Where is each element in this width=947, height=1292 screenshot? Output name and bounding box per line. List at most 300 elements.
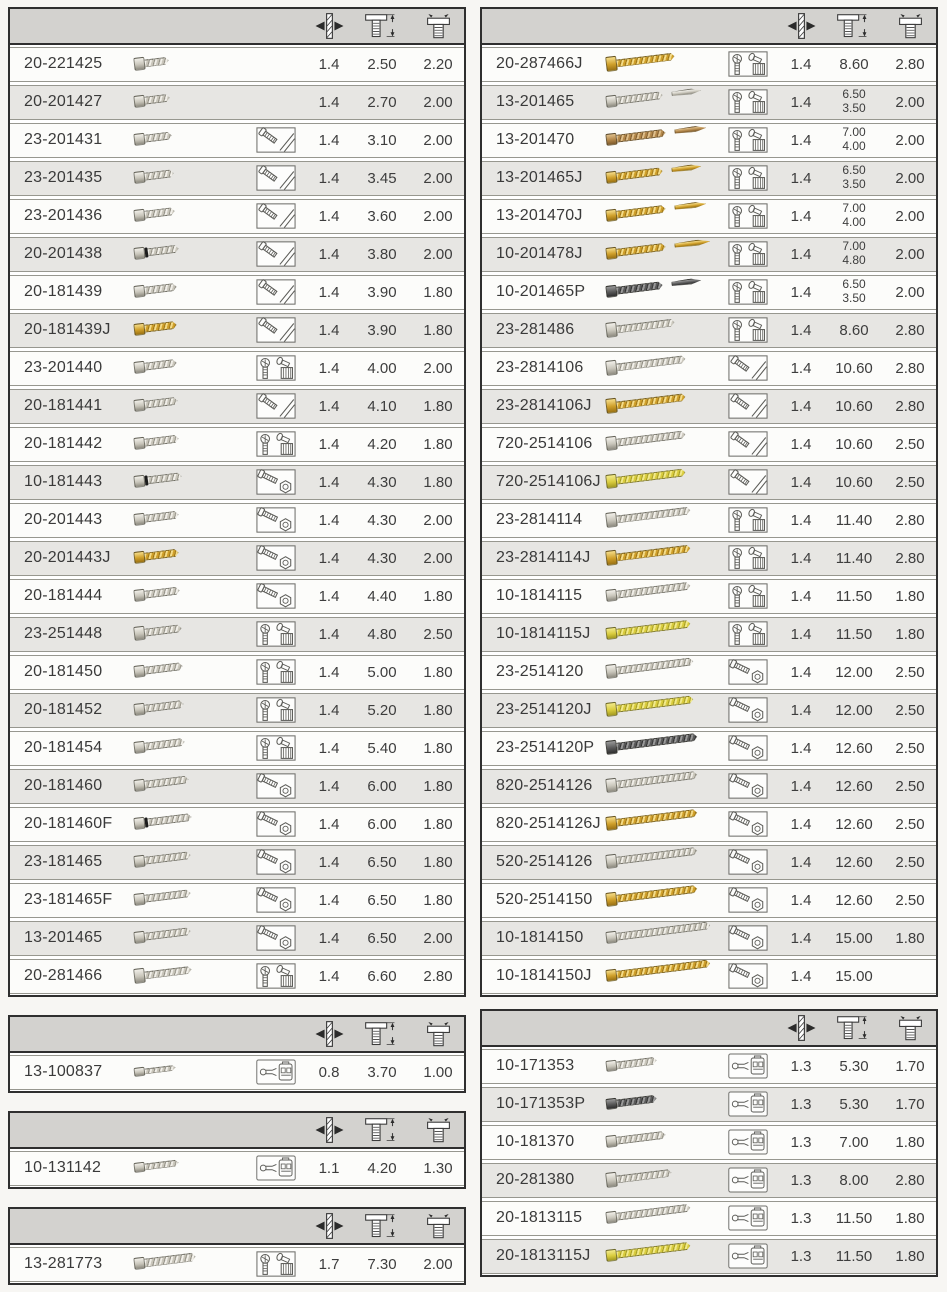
table-header <box>10 9 464 45</box>
screw-head <box>133 285 145 298</box>
mount-icon-cell <box>716 279 780 305</box>
screw-cell <box>596 779 716 793</box>
thread-diameter-value: 1.4 <box>790 891 812 909</box>
screw-cell <box>596 399 716 414</box>
length-value: 4.30 <box>367 473 397 491</box>
head-diameter-value: 1.80 <box>423 891 453 909</box>
screw-photo <box>605 427 686 451</box>
screw-cell <box>596 172 716 184</box>
total-length-icon <box>350 1116 414 1144</box>
screw-and-block-icon <box>728 127 768 153</box>
screw-shank <box>616 1204 690 1221</box>
screw-head <box>133 589 145 602</box>
head-diameter-value: 1.80 <box>423 739 453 757</box>
screw-photo <box>605 806 698 831</box>
screw-shank <box>145 1064 177 1074</box>
screw-cell <box>124 324 244 336</box>
screw-cell <box>124 58 244 71</box>
screw-and-block-icon <box>728 621 768 647</box>
screw-photo <box>605 160 702 184</box>
mount-icon-cell <box>244 165 308 191</box>
screw-photo <box>133 961 192 983</box>
screw-with-nut-icon <box>256 773 296 799</box>
thread-diameter-icon <box>308 1116 350 1144</box>
mount-icon-cell <box>244 1251 308 1277</box>
thread-diameter-value: 1.4 <box>790 625 812 643</box>
part-number: 23-181465F <box>24 891 113 908</box>
mount-icon-cell <box>244 127 308 153</box>
length-value: 4.30 <box>367 549 397 567</box>
pin-photo <box>671 87 702 97</box>
mount-icon-cell <box>716 1167 780 1193</box>
thread-diameter-value: 1.4 <box>790 473 812 491</box>
screw-and-block-icon <box>256 431 296 457</box>
table-right-main <box>480 7 938 997</box>
thread-diameter-value: 1.4 <box>790 777 812 795</box>
head-diameter-value: 2.50 <box>895 853 925 871</box>
length-value: 5.40 <box>367 739 397 757</box>
part-number: 20-201443 <box>24 511 103 528</box>
screw-head <box>605 740 618 755</box>
mount-icon-cell <box>244 887 308 913</box>
head-diameter-value: 2.00 <box>895 131 925 149</box>
screw-shank <box>616 430 685 446</box>
screw-with-nut-icon <box>728 659 768 685</box>
mount-icon-cell <box>716 203 780 229</box>
part-number: 820-2514126 <box>496 777 593 794</box>
head-diameter-icon <box>414 1020 462 1048</box>
mount-icon-cell <box>716 1091 780 1117</box>
mount-icon-cell <box>716 583 780 609</box>
part-number: 10-1814150 <box>496 929 584 946</box>
table-row <box>482 959 936 994</box>
head-diameter-value: 2.80 <box>895 549 925 567</box>
mount-icon-cell <box>716 1205 780 1231</box>
mount-icon-cell <box>244 279 308 305</box>
screw-photo <box>133 433 179 450</box>
head-diameter-value: 1.80 <box>895 1247 925 1265</box>
table-left-sub-2 <box>8 1111 466 1189</box>
screw-photo <box>133 281 177 298</box>
mount-icon-cell <box>716 925 780 951</box>
table-row <box>10 503 464 538</box>
head-diameter-value: 2.50 <box>423 625 453 643</box>
screw-head <box>605 969 617 982</box>
part-number: 23-2514120 <box>496 663 584 680</box>
screw-cell <box>124 1068 244 1077</box>
thread-diameter-value: 1.4 <box>318 701 340 719</box>
thread-diameter-value: 1.4 <box>318 967 340 985</box>
head-diameter-value: 2.00 <box>423 511 453 529</box>
mount-icon-cell <box>244 203 308 229</box>
screw-head <box>605 931 617 944</box>
thread-diameter-value: 1.4 <box>318 777 340 795</box>
pin-photo <box>674 125 706 135</box>
thread-diameter-value: 1.3 <box>790 1133 812 1151</box>
screw-cell <box>124 780 244 792</box>
length-upper-value: 6.50 <box>842 87 866 102</box>
thread-diameter-value: 1.4 <box>790 511 812 529</box>
length-value: 8.60 <box>839 55 869 73</box>
screw-shank <box>616 733 697 751</box>
table-row <box>10 389 464 424</box>
part-number: 13-201465J <box>496 169 583 186</box>
part-number: 10-171353 <box>496 1057 575 1074</box>
screw-photo <box>133 167 174 184</box>
screw-photo <box>605 1054 657 1071</box>
thread-diameter-value: 1.4 <box>790 549 812 567</box>
screw-and-block-icon <box>728 583 768 609</box>
thread-diameter-value: 1.3 <box>790 1171 812 1189</box>
screw-cell <box>596 855 716 869</box>
table-row <box>482 199 936 234</box>
length-value: 10.60 <box>835 435 873 453</box>
table-row <box>482 85 936 120</box>
screw-photo <box>133 849 191 868</box>
table-row <box>10 1247 464 1282</box>
part-number: 20-201427 <box>24 93 103 110</box>
hinge-icon <box>728 1167 768 1193</box>
thread-diameter-value: 1.4 <box>318 207 340 225</box>
screw-photo <box>133 773 189 792</box>
length-value: 6.00 <box>367 815 397 833</box>
length-value: 2.70 <box>367 93 397 111</box>
screw-photo <box>133 736 185 754</box>
mount-icon-cell <box>244 773 308 799</box>
screw-photo <box>133 621 182 641</box>
screw-and-block-icon <box>728 89 768 115</box>
screw-cell <box>124 210 244 222</box>
head-diameter-value: 2.50 <box>895 739 925 757</box>
screw-head <box>133 209 145 222</box>
length-value: 11.50 <box>835 625 873 643</box>
screw-photo <box>605 580 691 602</box>
head-diameter-value: 2.20 <box>423 55 453 73</box>
screw-photo <box>605 351 686 376</box>
table-row <box>10 579 464 614</box>
table-row <box>482 693 936 728</box>
part-number: 20-181454 <box>24 739 103 756</box>
part-number: 10-171353P <box>496 1095 586 1112</box>
screw-cell <box>596 210 716 222</box>
screw-photo <box>133 92 170 108</box>
screw-shank <box>616 392 685 408</box>
table-body <box>10 45 464 995</box>
screw-photo <box>605 274 702 298</box>
thread-diameter-value: 1.4 <box>790 701 812 719</box>
screw-with-nut-icon <box>256 469 296 495</box>
table-row <box>482 389 936 424</box>
screw-photo <box>133 205 175 222</box>
screw-cell <box>124 172 244 184</box>
screw-head <box>605 816 618 831</box>
thread-diameter-icon <box>308 12 350 40</box>
length-lower-value: 4.00 <box>842 215 866 229</box>
screw-photo <box>133 1250 196 1269</box>
thread-diameter-value: 1.4 <box>318 625 340 643</box>
screw-photo <box>605 730 698 755</box>
thread-diameter-value: 1.4 <box>318 473 340 491</box>
screw-into-rim-icon <box>256 165 296 191</box>
part-number: 20-1813115 <box>496 1209 583 1226</box>
screw-cell <box>596 665 716 679</box>
screw-head <box>133 893 145 906</box>
head-diameter-value: 1.80 <box>895 587 925 605</box>
pin-photo <box>671 277 702 287</box>
screw-and-block-icon <box>256 963 296 989</box>
part-number: 23-2814114 <box>496 511 583 528</box>
thread-diameter-value: 1.4 <box>318 739 340 757</box>
head-diameter-icon <box>414 12 462 40</box>
screw-photo <box>605 314 675 337</box>
length-value: 3.90 <box>367 283 397 301</box>
screw-and-block-icon <box>728 279 768 305</box>
screw-head <box>605 171 617 184</box>
screw-shank <box>616 582 690 599</box>
thread-diameter-value: 1.4 <box>790 929 812 947</box>
head-diameter-value: 1.80 <box>423 777 453 795</box>
length-value: 12.60 <box>835 815 873 833</box>
head-diameter-value: 1.30 <box>423 1159 453 1177</box>
length-value: 6.00 <box>367 777 397 795</box>
screw-shank <box>616 506 690 523</box>
screw-photo <box>133 584 180 602</box>
length-value: 3.60 <box>367 207 397 225</box>
screw-photo <box>133 509 179 526</box>
screw-head <box>605 511 618 527</box>
part-number: 20-181460F <box>24 815 113 832</box>
length-value: 6.50 <box>367 891 397 909</box>
screw-cell <box>124 552 244 564</box>
length-value <box>822 164 886 192</box>
total-length-icon <box>350 1020 414 1048</box>
screw-cell <box>124 742 244 754</box>
screw-shank <box>147 245 179 257</box>
screw-head <box>605 55 618 71</box>
screw-shank <box>144 624 182 636</box>
screw-head <box>605 1249 617 1262</box>
screw-photo <box>133 547 179 564</box>
screw-head <box>133 513 145 526</box>
part-number: 13-201465 <box>496 93 575 110</box>
screw-photo <box>133 53 169 70</box>
screw-into-rim-icon <box>728 469 768 495</box>
head-diameter-icon <box>414 1212 462 1240</box>
screw-shank <box>616 620 690 637</box>
part-number: 20-181439 <box>24 283 103 300</box>
screw-shank <box>144 965 192 979</box>
length-value <box>822 202 886 230</box>
length-value: 4.10 <box>367 397 397 415</box>
length-lower-value: 3.50 <box>842 291 866 305</box>
thread-diameter-value: 1.4 <box>318 853 340 871</box>
screw-shank <box>616 959 710 978</box>
mount-icon-cell <box>244 1059 308 1085</box>
thread-diameter-value: 1.4 <box>790 663 812 681</box>
screw-cell <box>124 248 244 260</box>
screw-head <box>133 171 145 184</box>
left-column <box>8 7 466 1285</box>
head-diameter-value: 1.80 <box>895 625 925 643</box>
length-value <box>822 278 886 306</box>
table-body <box>10 1053 464 1091</box>
mount-icon-cell <box>716 545 780 571</box>
table-header <box>10 1209 464 1245</box>
screw-and-block-icon <box>256 1251 296 1277</box>
part-number: 23-181465 <box>24 853 103 870</box>
length-value <box>822 88 886 116</box>
screw-and-block-icon <box>728 241 768 267</box>
part-number: 720-2514106J <box>496 473 601 490</box>
screw-shank <box>144 94 170 105</box>
screw-shank <box>144 56 169 67</box>
head-diameter-value: 2.00 <box>895 283 925 301</box>
screw-photo <box>605 957 711 982</box>
head-diameter-value: 2.00 <box>423 245 453 263</box>
head-diameter-value: 2.00 <box>423 359 453 377</box>
length-value: 11.50 <box>835 1209 873 1227</box>
hinge-icon <box>728 1129 768 1155</box>
screw-into-rim-icon <box>256 127 296 153</box>
thread-diameter-value: 1.4 <box>790 587 812 605</box>
part-number: 10-201478J <box>496 245 583 262</box>
pin-photo <box>674 201 706 211</box>
screw-and-block-icon <box>728 507 768 533</box>
table-row <box>482 655 936 690</box>
head-diameter-value: 2.00 <box>423 207 453 225</box>
screw-cell <box>596 57 716 72</box>
thread-diameter-value: 1.4 <box>318 321 340 339</box>
total-length-icon <box>350 1212 414 1240</box>
screw-head <box>605 209 617 222</box>
mount-icon-cell <box>716 773 780 799</box>
screw-shank <box>616 1168 672 1183</box>
table-row <box>482 579 936 614</box>
head-diameter-value: 2.80 <box>895 359 925 377</box>
length-value: 10.60 <box>835 473 873 491</box>
part-number: 10-181443 <box>24 473 103 490</box>
screw-into-rim-icon <box>728 355 768 381</box>
length-value <box>822 240 886 268</box>
head-diameter-icon <box>414 1116 462 1144</box>
screw-shank <box>144 207 175 219</box>
screw-photo <box>133 1158 179 1173</box>
thread-diameter-value: 1.4 <box>318 283 340 301</box>
thread-diameter-value: 1.1 <box>318 1159 340 1177</box>
thread-diameter-value: 1.3 <box>790 1057 812 1075</box>
table-left-main <box>8 7 466 997</box>
screw-shank <box>144 397 178 409</box>
length-value: 3.70 <box>367 1063 397 1081</box>
part-number: 13-201470J <box>496 207 583 224</box>
screw-and-block-icon <box>728 51 768 77</box>
screw-cell <box>124 818 244 830</box>
part-number: 520-2514150 <box>496 891 593 908</box>
part-number: 20-181452 <box>24 701 103 718</box>
table-header <box>10 1017 464 1053</box>
length-value: 10.60 <box>835 359 873 377</box>
table-row <box>482 769 936 804</box>
length-value: 8.00 <box>839 1171 869 1189</box>
screw-photo <box>605 618 691 640</box>
screw-cell <box>124 704 244 716</box>
head-diameter-value: 1.80 <box>423 321 453 339</box>
thread-diameter-value: 1.4 <box>318 435 340 453</box>
screw-head <box>605 133 617 146</box>
length-value: 12.60 <box>835 739 873 757</box>
length-value: 3.10 <box>367 131 397 149</box>
length-value: 7.30 <box>367 1255 397 1273</box>
screw-photo <box>605 198 707 222</box>
part-number: 23-2814106J <box>496 397 592 414</box>
screw-head <box>605 854 618 869</box>
length-value: 4.40 <box>367 587 397 605</box>
screw-head <box>605 702 618 717</box>
screw-photo <box>133 470 182 488</box>
screw-photo <box>605 84 702 108</box>
screw-head <box>133 361 145 374</box>
screw-cell <box>124 96 244 108</box>
mount-icon-cell <box>716 849 780 875</box>
mount-icon-cell <box>716 659 780 685</box>
part-number: 10-131142 <box>24 1159 102 1176</box>
length-upper-value: 6.50 <box>842 163 866 178</box>
part-number: 23-201440 <box>24 359 103 376</box>
screw-with-nut-icon <box>256 583 296 609</box>
screw-shank <box>616 847 697 865</box>
screw-head <box>133 665 145 678</box>
thread-diameter-value: 1.4 <box>318 93 340 111</box>
screw-head <box>605 95 617 108</box>
head-diameter-value: 2.00 <box>423 131 453 149</box>
screw-head <box>605 589 617 602</box>
screw-and-block-icon <box>256 697 296 723</box>
screw-and-block-icon <box>728 317 768 343</box>
length-value: 12.60 <box>835 853 873 871</box>
screw-cell <box>596 361 716 376</box>
screw-shank <box>616 1242 690 1259</box>
mount-icon-cell <box>244 849 308 875</box>
screw-head <box>133 703 145 716</box>
screw-cell <box>124 1258 244 1270</box>
screw-shank <box>616 129 666 143</box>
screw-shank <box>144 927 191 941</box>
screw-shank <box>616 91 663 105</box>
mount-icon-cell <box>716 317 780 343</box>
thread-diameter-value: 1.4 <box>790 435 812 453</box>
table-row <box>482 351 936 386</box>
screw-cell <box>596 513 716 528</box>
screw-with-nut-icon <box>728 773 768 799</box>
table-row <box>10 655 464 690</box>
thread-diameter-value: 1.3 <box>790 1209 812 1227</box>
screw-shank <box>144 586 180 598</box>
table-body <box>10 1245 464 1283</box>
head-diameter-value: 2.00 <box>423 549 453 567</box>
screw-photo <box>133 395 178 412</box>
screw-cell <box>596 1250 716 1262</box>
table-row <box>482 1201 936 1236</box>
hinge-icon <box>256 1059 296 1085</box>
table-row <box>482 617 936 652</box>
length-value: 6.50 <box>367 929 397 947</box>
mount-icon-cell <box>716 241 780 267</box>
screw-shank <box>616 695 693 712</box>
hinge-icon <box>728 1091 768 1117</box>
mount-icon-cell <box>244 811 308 837</box>
part-number: 20-287466J <box>496 55 583 72</box>
table-row <box>10 807 464 842</box>
